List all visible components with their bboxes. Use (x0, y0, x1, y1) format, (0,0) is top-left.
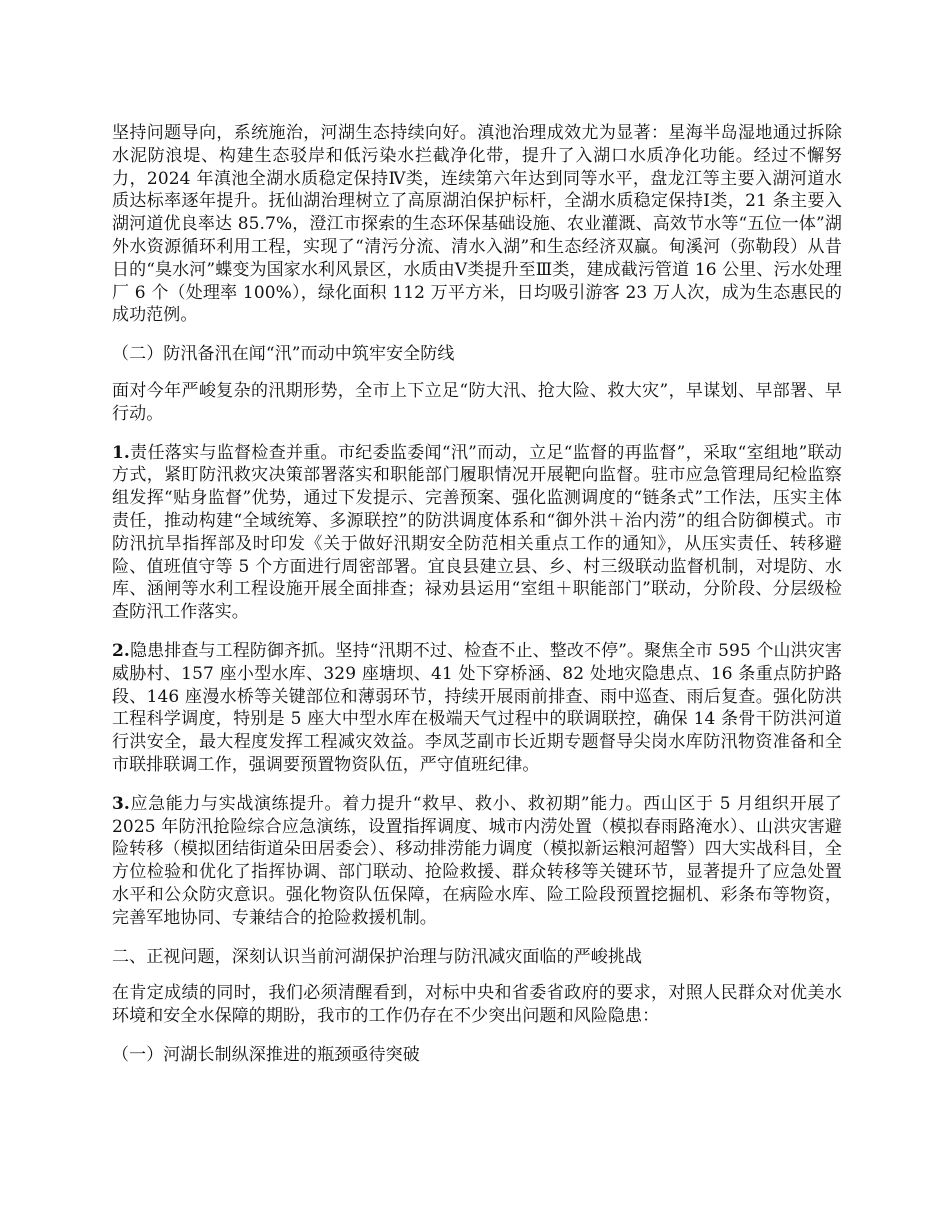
paragraph-emergency-drill (112, 793, 842, 930)
paragraph-flood-situation: 面对今年严峻复杂的汛期形势，全市上下立足“防大汛、抢大险、救大灾”，早谋划、早部署、早行动。 (112, 380, 842, 424)
item-number: 3. (112, 793, 130, 814)
paragraph-lake-governance: 坚持问题导向，系统施治，河湖生态持续向好。滇池治理成效尤为显著：星海半岛湿地通过拆除水泥防浪堤、构建生态驳岸和低污染水拦截净化带，提升了入湖口水质净化功能。经过不懈努力，2024 年滇池全湖水质稳定保持Ⅳ类，连续第六年达到同等水平，盘龙江等主要入湖河道水质达标率逐年提升。抚仙湖治理树立了高原湖泊保护标杆，全湖水质稳定保持Ⅰ类，21 条主要入湖河道优良率达 85.7%，澄江市探索的生态环保基础设施、农业灌溉、高效节水等“五位一体”湖外水资源循环利用工程，实现了“清污分流、清水入湖”和生态经济双赢。甸溪河（弥勒段）从昔日的“臭水河”蝶变为国家水利风景区，水质由Ⅴ类提升至Ⅲ类，建成截污管道 16 公里、污水处理厂 6 个（处理率 100%），绿化面积 112 万平方米，日均吸引游客 23 万人次，成为生态惠民的成功范例。 (112, 123, 842, 326)
paragraph-hazard-inspection (112, 640, 842, 777)
section-heading-flood-prevention: （二）防汛备汛在闻“汛”而动中筑牢安全防线 (112, 344, 455, 365)
section-heading-challenges: 二、正视问题，深刻认识当前河湖保护治理与防汛减灾面临的严峻挑战 (112, 946, 643, 967)
section-heading-river-chief-system: （一）河湖长制纵深推进的瓶颈亟待突破 (112, 1044, 420, 1065)
item-number: 1. (112, 442, 130, 463)
item-text: 隐患排查与工程防御齐抓。坚持“汛期不过、检查不止、整改不停”。聚焦全市 595 个山洪灾害威胁村、157 座小型水库、329 座塘坝、41 处下穿桥涵、82 处地灾隐患点、16 条重点防护路段、146 座漫水桥等关键部位和薄弱环节，持续开展雨前排查、雨中巡查、雨后复查。强化防洪工程科学调度，特别是 5 座大中型水库在极端天气过程中的联调联控，确保 14 条骨干防洪河道行洪安全，最大程度发挥工程减灾效益。李凤芝副市长近期专题督导尖岗水库防汛物资准备和全市联排联调工作，强调要预置物资队伍，严守值班纪律。 (112, 640, 842, 775)
paragraph-problems-intro: 在肯定成绩的同时，我们必须清醒看到，对标中央和省委省政府的要求，对照人民群众对优美水环境和安全水保障的期盼，我市的工作仍存在不少突出问题和风险隐患： (112, 983, 842, 1027)
paragraph-responsibility-supervision (112, 442, 842, 624)
item-text: 应急能力与实战演练提升。着力提升“救早、救小、救初期”能力。西山区于 5 月组织开展了 2025 年防汛抢险综合应急演练，设置指挥调度、城市内涝处置（模拟春雨路淹水）、山洪灾害避险转移（模拟团结街道朵田居委会）、移动排涝能力调度（模拟新运粮河超警）四大实战科目，全方位检验和优化了指挥协调、部门联动、抢险救援、群众转移等关键环节，显著提升了应急处置水平和公众防灾意识。强化物资队伍保障，在病险水库、险工险段预置挖掘机、彩条布等物资，完善军地协同、专兼结合的抢险救援机制。 (112, 793, 842, 928)
item-text: 责任落实与监督检查并重。市纪委监委闻“汛”而动，立足“监督的再监督”，采取“室组地”联动方式，紧盯防汛救灾决策部署落实和职能部门履职情况开展靶向监督。驻市应急管理局纪检监察组发挥“贴身监督”优势，通过下发提示、完善预案、强化监测调度的“链条式”工作法，压实主体责任，推动构建“全域统筹、多源联控”的防洪调度体系和“御外洪＋治内涝”的组合防御模式。市防汛抗旱指挥部及时印发《关于做好汛期安全防范相关重点工作的通知》，从压实责任、转移避险、值班值守等 5 个方面进行周密部署。宜良县建立县、乡、村三级联动监督机制，对堤防、水库、涵闸等水利工程设施开展全面排查；禄劝县运用“室组＋职能部门”联动，分阶段、分层级检查防汛工作落实。 (112, 442, 842, 623)
item-number: 2. (112, 640, 130, 661)
document-page (112, 122, 842, 1081)
